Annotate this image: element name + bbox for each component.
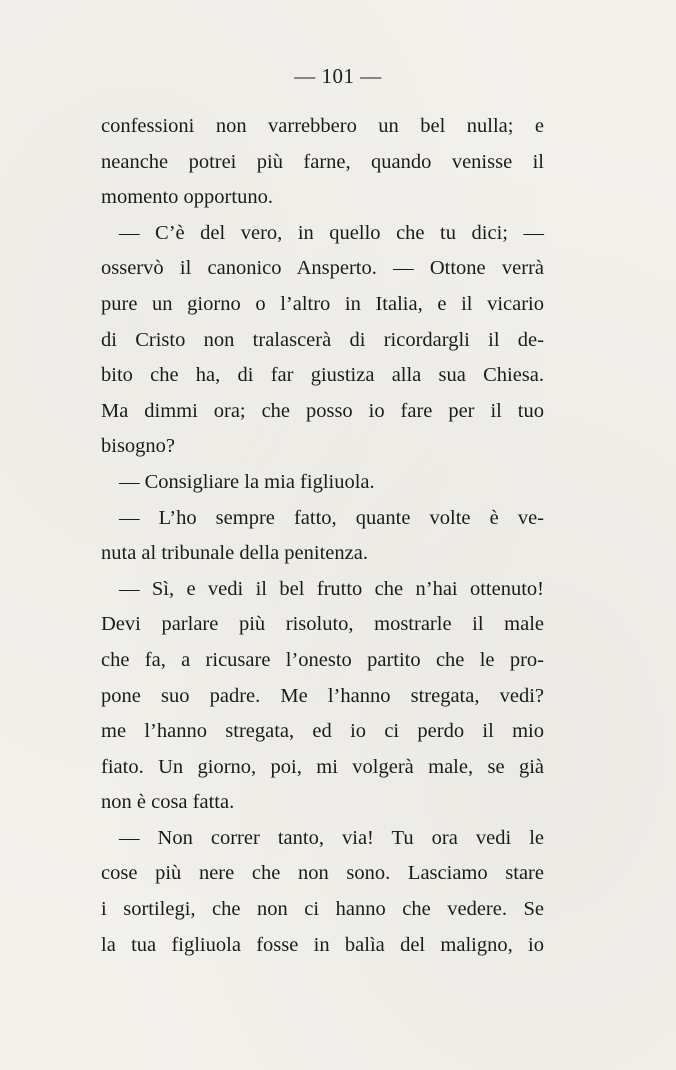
- text-line: di Cristo non tralascerà di ricordargli il de-: [101, 328, 544, 351]
- text-line: fiato. Un giorno, poi, mi volgerà male, se già: [101, 755, 544, 778]
- text-line: bisogno?: [101, 435, 176, 458]
- text-line: momento opportuno.: [101, 186, 273, 209]
- text-line: che fa, a ricusare l’onesto partito che le pro-: [101, 648, 544, 671]
- text-line: — Non correr tanto, via! Tu ora vedi le: [119, 826, 544, 849]
- text-line: — Consigliare la mia figliuola.: [119, 470, 375, 493]
- text-line: pone suo padre. Me l’hanno stregata, vedi?: [101, 684, 544, 707]
- text-line: confessioni non varrebbero un bel nulla; e: [101, 115, 544, 137]
- text-line: cose più nere che non sono. Lasciamo stare: [101, 862, 544, 885]
- text-line: osservò il canonico Ansperto. — Ottone verrà: [101, 257, 544, 280]
- text-line: neanche potrei più farne, quando venisse il: [101, 150, 544, 173]
- text-line: — L’ho sempre fatto, quante volte è ve-: [119, 506, 544, 529]
- page-number: — 101 —: [294, 64, 382, 88]
- text-line: i sortilegi, che non ci hanno che vedere. Se: [101, 898, 544, 921]
- text-line: pure un giorno o l’altro in Italia, e il vicario: [101, 292, 544, 315]
- text-line: non è cosa fatta.: [101, 791, 235, 814]
- text-line: me l’hanno stregata, ed io ci perdo il mio: [101, 720, 544, 743]
- text-line: Ma dimmi ora; che posso io fare per il tuo: [101, 399, 544, 422]
- text-line: — C’è del vero, in quello che tu dici; —: [119, 221, 544, 244]
- text-line: bito che ha, di far giustiza alla sua Chiesa.: [101, 364, 544, 387]
- text-line: nuta al tribunale della penitenza.: [101, 542, 368, 565]
- text-line: la tua figliuola fosse in balìa del maligno, io: [101, 933, 544, 956]
- text-line: Devi parlare più risoluto, mostrarle il male: [101, 613, 544, 636]
- body-text: [101, 109, 544, 963]
- text-line: — Sì, e vedi il bel frutto che n’hai ottenuto!: [119, 577, 544, 600]
